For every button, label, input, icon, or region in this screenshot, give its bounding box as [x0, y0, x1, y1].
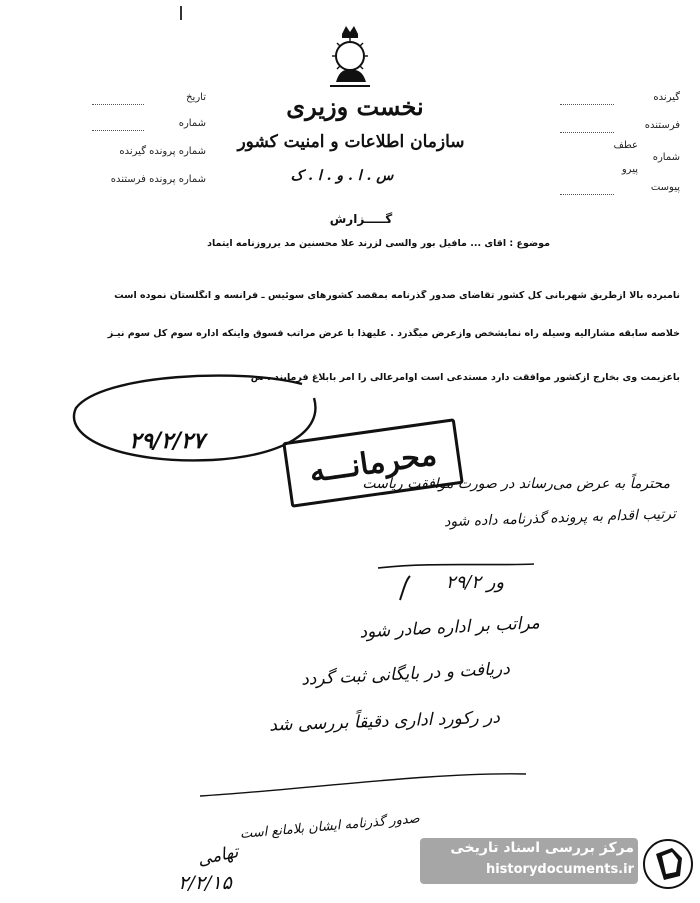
- report-subject: موضوع : اقای ... مافیل بور والسی لزرند علا محسنین مد یرروزنامه ایتماد: [207, 238, 550, 249]
- final-signature: تهامی: [195, 841, 241, 871]
- handwritten-note-line-1: محترماً به عرض می‌رساند در صورت موافقت ریاست: [362, 476, 670, 492]
- recipient-line: [560, 104, 614, 105]
- sender-file-number-label: شماره پرونده فرستنده: [110, 174, 206, 185]
- minute-line-2: دریافت و در بایگانی ثبت گردد: [300, 658, 511, 690]
- final-date: ۲/۲/۱۵: [178, 872, 232, 894]
- letterhead-subtitle: سازمان اطلاعات و امنیت کشور: [237, 132, 465, 152]
- corner-mark: [180, 6, 182, 20]
- watermark-name: مرکز بررسی اسناد تاریخی: [450, 840, 634, 856]
- report-body-line-3: باعزیمت وی بخارج ازکشور موافقت دارد مستدعی است اوامرعالی را امر بابلاغ فرمایند . س: [250, 372, 680, 383]
- recipient-label: گیرنده: [653, 92, 680, 103]
- note-signature-stroke: [370, 560, 540, 604]
- minute-line-3: در رکورد اداری دقیقاً بررسی شد: [268, 707, 501, 736]
- circled-date: ۲۹/۲/۲۷: [129, 428, 205, 454]
- number-label: شماره: [178, 118, 206, 129]
- lion-and-sun-crest-icon: [322, 20, 378, 90]
- report-heading: گـــــزارش: [329, 212, 393, 226]
- letterhead-title: نخست وزیری: [286, 92, 424, 121]
- number-line: [92, 130, 144, 131]
- reference-atf-label: عطف: [613, 140, 638, 151]
- letterhead-code: س . ا . و . ا . ک: [290, 168, 394, 184]
- final-note: صدور گذرنامه ایشان بلامانع است: [239, 811, 421, 842]
- note-date: ۲۹/۲ ور: [445, 572, 505, 593]
- handwritten-note-line-2: ترتیب اقدام به پرونده گذرنامه داده شود: [443, 506, 677, 531]
- date-line: [92, 104, 144, 105]
- recipient-file-number-label: شماره پرونده گیرنده: [119, 146, 206, 157]
- historical-documents-logo-icon: [642, 834, 694, 894]
- attachment-line: [560, 194, 614, 195]
- report-body-line-2: خلاصه سابقه مشارالیه وسیله راه نمایشخص وازعرض میگذرد . علیهذا با عرض مراتب فسوق واینکه اداره سوم کل سوم نیـز: [107, 328, 680, 339]
- sender-line: [560, 132, 614, 133]
- reference-number-label: شماره: [652, 152, 680, 163]
- confidential-stamp: محرمانـــه: [282, 418, 463, 508]
- report-body-line-1: نامبرده بالا ازطریق شهربانی کل کشور تقاضای صدور گذرنامه بمقصد کشورهای سوئیس ـ فرانسه و انگلستان نموده است: [114, 290, 680, 301]
- sender-label: فرستنده: [644, 120, 680, 131]
- reference-peyro-label: پیرو: [621, 164, 638, 175]
- date-label: تاریخ: [186, 92, 206, 103]
- attachment-label: پیوست: [650, 182, 680, 193]
- minute-divider-stroke: [180, 770, 530, 810]
- minute-line-1: مراتب بر اداره صادر شود: [359, 613, 541, 643]
- watermark: [420, 830, 696, 896]
- watermark-url: historydocuments.ir: [485, 862, 634, 877]
